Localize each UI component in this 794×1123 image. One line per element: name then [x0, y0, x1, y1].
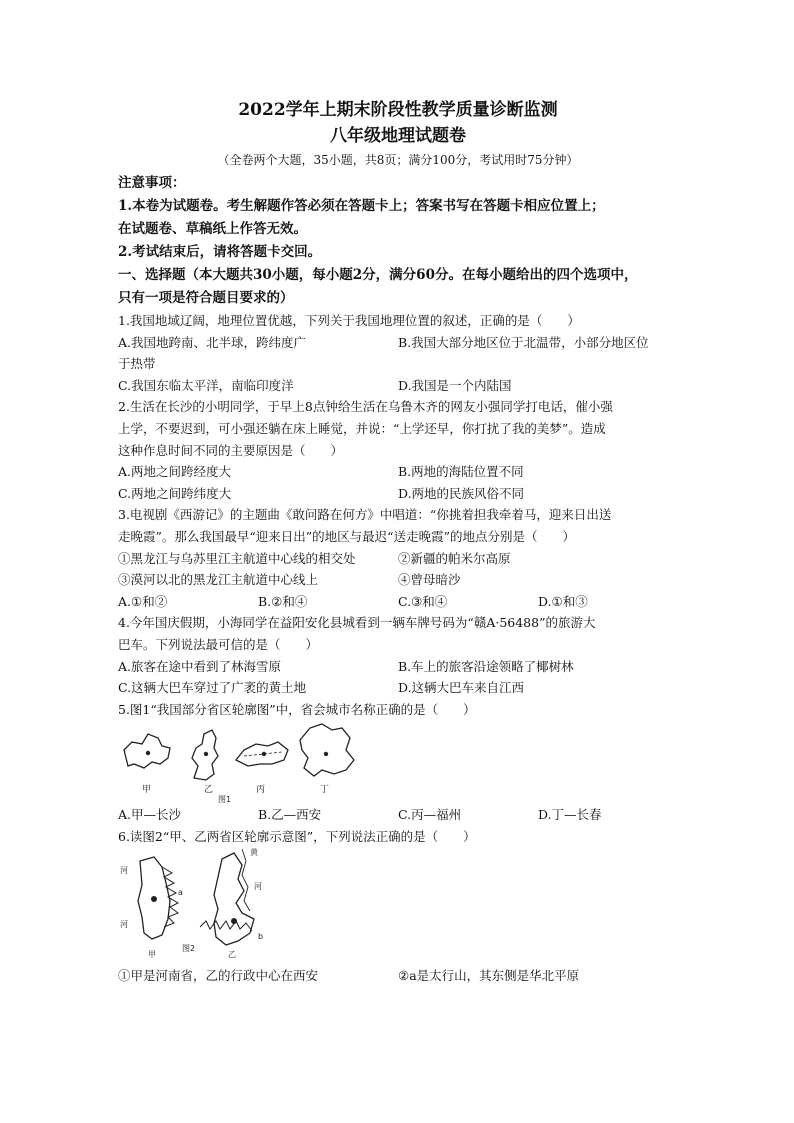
q4-option-b: B.车上的旅客沿途领略了椰树林 [398, 658, 574, 674]
figure-1-label-ding: 丁 [320, 785, 330, 796]
q5-option-d: D.丁—长春 [538, 807, 602, 823]
notice-item-1-cont: 在试题卷、草稿纸上作答无效。 [118, 221, 307, 237]
figure-2-label-a: a [178, 888, 183, 898]
figure-2-label-huang: 黄 [250, 848, 258, 858]
figure-2-label-b: b [258, 932, 264, 942]
question-4-stem-line2: 巴车。下列说法最可信的是（ ） [118, 636, 319, 652]
question-2-options-row2 [118, 483, 678, 505]
question-3-statements-row1 [118, 548, 678, 570]
question-3-stem: 3.电视剧《西游记》的主题曲《敢问路在何方》中唱道：“你挑着担我牵着马，迎来日出送 [118, 507, 612, 523]
q1-option-a: A.我国地跨南、北半球，跨纬度广 [118, 334, 307, 350]
q5-option-a: A.甲—长沙 [118, 807, 182, 823]
question-2-stem-line3: 这种作息时间不同的主要原因是（ ） [118, 442, 344, 458]
question-3-statements-row2 [118, 569, 678, 591]
q5-option-b: B.乙—西安 [258, 807, 322, 823]
q4-option-d: D.这辆大巴车来自江西 [398, 680, 525, 696]
question-3-stem-line2: 走晚霞”。那么我国最早“迎来日出”的地区与最迟“送走晚霞”的地点分别是（ ） [118, 528, 575, 544]
question-4-stem: 4.今年国庆假期，小海同学在益阳安化县城看到一辆车牌号码为“赣A·56488”的旅游大 [118, 615, 596, 631]
q1-option-c: C.我国东临太平洋，南临印度洋 [118, 377, 294, 393]
q1-option-b: B.我国大部分地区位于北温带，小部分地区位 [398, 334, 649, 350]
figure-1 [118, 720, 678, 804]
question-4-options-row2 [118, 677, 678, 699]
q2-option-a: A.两地之间跨经度大 [118, 464, 232, 480]
q3-option-c: C.③和④ [398, 593, 448, 609]
q1-option-d: D.我国是一个内陆国 [398, 377, 512, 393]
figure-1-caption: 图1 [218, 795, 232, 805]
province-outline-ding [300, 724, 354, 776]
q2-option-c: C.两地之间跨纬度大 [118, 485, 232, 501]
question-2-stem: 2.生活在长沙的小明同学，于早上8点钟给生活在乌鲁木齐的网友小强同学打电话，催小强 [118, 399, 613, 415]
question-6-statements [118, 965, 678, 987]
q1-option-b-cont: 于热带 [118, 356, 156, 372]
section-1-heading: 一、选择题（本大题共30小题，每小题2分，满分60分。在每小题给出的四个选项中， [118, 267, 638, 283]
question-3-options [118, 591, 678, 613]
notice-item-2: 2.考试结束后，请将答题卡交回。 [118, 244, 322, 260]
q6-statement-1: ①甲是河南省，乙的行政中心在西安 [118, 968, 319, 984]
q2-option-d: D.两地的民族风俗不同 [398, 485, 525, 501]
province-outline-jia [124, 734, 170, 768]
notice-item-1: 1.本卷为试题卷。考生解题作答必须在答题卡上；答案书写在答题卡相应位置上； [118, 198, 605, 214]
figure-1-province-outlines [118, 720, 358, 804]
province-outline-yi-2 [214, 853, 254, 945]
question-2-stem-line2: 上学，不要迟到，可小强还躺在床上睡觉，并说：“上学还早，你打扰了我的美梦”。造成 [118, 420, 606, 436]
figure-2-label-yi: 乙 [228, 950, 236, 960]
capital-dot-jia [146, 751, 150, 755]
figure-2-label-he-left: 河 [120, 866, 128, 876]
q3-statement-2: ②新疆的帕米尔高原 [398, 550, 511, 566]
question-6-stem: 6.读图2“甲、乙两省区轮廓示意图”，下列说法正确的是（ ） [118, 828, 476, 844]
question-5-stem: 5.图1“我国部分省区轮廓图”中，省会城市名称正确的是（ ） [118, 701, 476, 717]
exam-title: 2022学年上期末阶段性教学质量诊断监测 [238, 100, 558, 120]
question-5-options [118, 804, 678, 826]
q3-statement-4: ④曾母暗沙 [398, 572, 461, 588]
figure-1-label-jia: 甲 [142, 785, 152, 796]
q3-statement-1: ①黑龙江与乌苏里江主航道中心线的相交处 [118, 550, 356, 566]
question-2-options-row1 [118, 461, 678, 483]
figure-2-province-outlines [118, 847, 278, 965]
figure-2-caption: 图2 [182, 944, 196, 954]
river-huang [242, 849, 250, 911]
figure-2 [118, 847, 678, 965]
notice-heading: 注意事项： [118, 175, 186, 191]
question-1-stem: 1.我国地域辽阔，地理位置优越，下列关于我国地理位置的叙述，正确的是（ ） [118, 313, 580, 328]
exam-page [118, 98, 678, 987]
mountain-range-b [200, 921, 252, 931]
figure-2-label-jia: 甲 [148, 950, 156, 960]
q5-option-c: C.丙—福州 [398, 807, 462, 823]
q4-option-c: C.这辆大巴车穿过了广袤的黄土地 [118, 680, 307, 696]
q3-option-d: D.①和③ [538, 593, 588, 609]
section-1-heading-cont: 只有一项是符合题目要求的） [118, 290, 294, 306]
question-1-options-row2 [118, 375, 678, 397]
exam-subtitle: 八年级地理试题卷 [330, 126, 466, 146]
capital-dot-bing [262, 752, 266, 756]
figure-1-label-bing: 丙 [256, 785, 266, 796]
capital-dot-yi [204, 752, 208, 756]
capital-dot-jia-2 [151, 896, 157, 902]
question-4-options-row1 [118, 656, 678, 678]
figure-2-label-he: 河 [254, 882, 262, 892]
figure-1-label-yi: 乙 [204, 785, 214, 796]
figure-2-label-he-left2: 河 [120, 920, 128, 930]
q3-option-b: B.②和④ [258, 593, 308, 609]
q3-statement-3: ③漠河以北的黑龙江主航道中心线上 [118, 572, 319, 588]
capital-dot-yi-2 [231, 918, 237, 924]
q4-option-a: A.旅客在途中看到了林海雪原 [118, 658, 282, 674]
capital-dot-ding [324, 752, 328, 756]
q2-option-b: B.两地的海陆位置不同 [398, 464, 524, 480]
q6-statement-2: ②a是太行山，其东侧是华北平原 [398, 968, 580, 984]
q3-option-a: A.①和② [118, 593, 168, 609]
question-1-options-row1 [118, 332, 678, 354]
exam-note: （全卷两个大题，35小题，共8页；满分100分，考试用时75分钟） [217, 153, 579, 167]
